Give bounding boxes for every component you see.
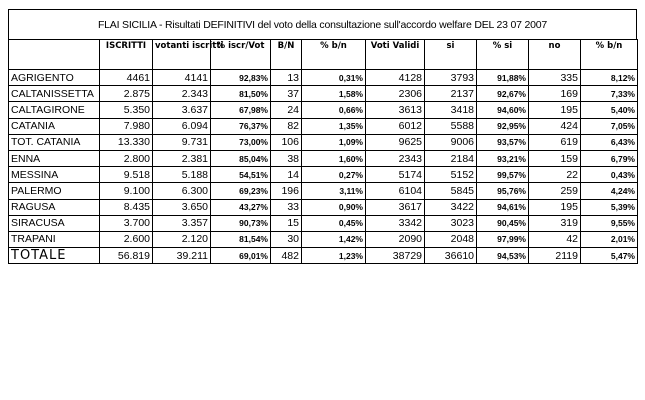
table-row xyxy=(9,118,638,134)
results-table xyxy=(8,39,638,264)
table-cell: 76,37% xyxy=(211,118,271,134)
table-row xyxy=(9,150,638,166)
table-cell: 92,95% xyxy=(477,118,529,134)
table-cell: 2184 xyxy=(425,150,477,166)
table-cell: 169 xyxy=(529,86,581,102)
table-cell: 99,57% xyxy=(477,167,529,183)
table-cell: 67,98% xyxy=(211,102,271,118)
table-cell: 97,99% xyxy=(477,231,529,247)
table-row xyxy=(9,102,638,118)
table-cell: 196 xyxy=(271,183,302,199)
table-cell: 94,61% xyxy=(477,199,529,215)
row-label: ENNA xyxy=(9,150,100,166)
table-row xyxy=(9,231,638,247)
table-cell: 2.343 xyxy=(153,86,211,102)
table-cell: 0,45% xyxy=(302,215,366,231)
table-cell: 4128 xyxy=(366,70,425,86)
table-cell: 0,43% xyxy=(581,167,638,183)
column-header: votanti iscritti xyxy=(153,40,211,70)
table-cell: 92,83% xyxy=(211,70,271,86)
table-cell: 1,42% xyxy=(302,231,366,247)
table-cell: 0,31% xyxy=(302,70,366,86)
column-header: si xyxy=(425,40,477,70)
table-cell: 3,11% xyxy=(302,183,366,199)
table-cell: 2.600 xyxy=(100,231,153,247)
table-cell: 2.800 xyxy=(100,150,153,166)
table-cell: 3.357 xyxy=(153,215,211,231)
table-cell: 92,67% xyxy=(477,86,529,102)
table-cell: 319 xyxy=(529,215,581,231)
table-cell: 93,21% xyxy=(477,150,529,166)
table-cell: 90,73% xyxy=(211,215,271,231)
table-cell: 7,33% xyxy=(581,86,638,102)
table-cell: 5588 xyxy=(425,118,477,134)
table-cell: 43,27% xyxy=(211,199,271,215)
table-cell: 1,58% xyxy=(302,86,366,102)
table-cell: 6.300 xyxy=(153,183,211,199)
table-cell: 24 xyxy=(271,102,302,118)
column-header: % b/n xyxy=(302,40,366,70)
table-cell: 2048 xyxy=(425,231,477,247)
table-cell: 4461 xyxy=(100,70,153,86)
table-row xyxy=(9,215,638,231)
table-cell: 5174 xyxy=(366,167,425,183)
column-header: B/N xyxy=(271,40,302,70)
table-cell: 3613 xyxy=(366,102,425,118)
table-row xyxy=(9,183,638,199)
table-cell: 6012 xyxy=(366,118,425,134)
table-cell: 33 xyxy=(271,199,302,215)
table-cell: 3617 xyxy=(366,199,425,215)
table-cell: 9.518 xyxy=(100,167,153,183)
table-cell: 9625 xyxy=(366,134,425,150)
table-cell: 3793 xyxy=(425,70,477,86)
table-cell: 36610 xyxy=(425,248,477,264)
column-header: Voti Validi xyxy=(366,40,425,70)
table-cell: 22 xyxy=(529,167,581,183)
table-cell: 335 xyxy=(529,70,581,86)
table-cell: 9,55% xyxy=(581,215,638,231)
table-cell: 5,39% xyxy=(581,199,638,215)
table-cell: 69,23% xyxy=(211,183,271,199)
table-cell: 3023 xyxy=(425,215,477,231)
table-cell: 9.100 xyxy=(100,183,153,199)
column-header: % iscr/Vot xyxy=(211,40,271,70)
table-cell: 2090 xyxy=(366,231,425,247)
table-cell: 1,35% xyxy=(302,118,366,134)
table-cell: 13.330 xyxy=(100,134,153,150)
row-label: SIRACUSA xyxy=(9,215,100,231)
table-cell: 82 xyxy=(271,118,302,134)
row-label: PALERMO xyxy=(9,183,100,199)
table-cell: 424 xyxy=(529,118,581,134)
table-cell: 8,12% xyxy=(581,70,638,86)
table-cell: 2.875 xyxy=(100,86,153,102)
table-cell: 81,50% xyxy=(211,86,271,102)
table-cell: 56.819 xyxy=(100,248,153,264)
table-cell: 2.120 xyxy=(153,231,211,247)
table-cell: 5.350 xyxy=(100,102,153,118)
table-cell: 195 xyxy=(529,102,581,118)
table-cell: 69,01% xyxy=(211,248,271,264)
table-cell: 8.435 xyxy=(100,199,153,215)
table-row xyxy=(9,199,638,215)
table-cell: 30 xyxy=(271,231,302,247)
table-cell: 6,43% xyxy=(581,134,638,150)
table-cell: 14 xyxy=(271,167,302,183)
table-cell: 0,66% xyxy=(302,102,366,118)
table-cell: 91,88% xyxy=(477,70,529,86)
table-cell: 9006 xyxy=(425,134,477,150)
table-cell: 2343 xyxy=(366,150,425,166)
row-label: CATANIA xyxy=(9,118,100,134)
table-cell: 5845 xyxy=(425,183,477,199)
table-cell: 5,47% xyxy=(581,248,638,264)
table-cell: 1,23% xyxy=(302,248,366,264)
header-row xyxy=(9,40,638,70)
table-cell: 2306 xyxy=(366,86,425,102)
table-cell: 3.700 xyxy=(100,215,153,231)
table-cell: 73,00% xyxy=(211,134,271,150)
table-cell: 94,53% xyxy=(477,248,529,264)
table-cell: 3.637 xyxy=(153,102,211,118)
table-cell: 2.381 xyxy=(153,150,211,166)
table-cell: 13 xyxy=(271,70,302,86)
table-row xyxy=(9,86,638,102)
table-cell: 0,90% xyxy=(302,199,366,215)
table-cell: 2137 xyxy=(425,86,477,102)
column-header xyxy=(9,40,100,70)
table-cell: 38729 xyxy=(366,248,425,264)
table-cell: 5152 xyxy=(425,167,477,183)
table-cell: 0,27% xyxy=(302,167,366,183)
column-header: % b/n xyxy=(581,40,638,70)
table-row xyxy=(9,134,638,150)
table-cell: 106 xyxy=(271,134,302,150)
table-cell: 3.650 xyxy=(153,199,211,215)
table-cell: 6104 xyxy=(366,183,425,199)
row-label: CALTAGIRONE xyxy=(9,102,100,118)
table-cell: 3418 xyxy=(425,102,477,118)
row-label: RAGUSA xyxy=(9,199,100,215)
table-cell: 81,54% xyxy=(211,231,271,247)
table-row xyxy=(9,167,638,183)
table-cell: 7.980 xyxy=(100,118,153,134)
row-label: TRAPANI xyxy=(9,231,100,247)
row-label: TOT. CATANIA xyxy=(9,134,100,150)
row-label: CALTANISSETTA xyxy=(9,86,100,102)
table-cell: 619 xyxy=(529,134,581,150)
table-cell: 3342 xyxy=(366,215,425,231)
table-cell: 54,51% xyxy=(211,167,271,183)
table-cell: 2119 xyxy=(529,248,581,264)
table-cell: 85,04% xyxy=(211,150,271,166)
table-cell: 5.188 xyxy=(153,167,211,183)
table-cell: 94,60% xyxy=(477,102,529,118)
table-cell: 1,09% xyxy=(302,134,366,150)
column-header: ISCRITTI xyxy=(100,40,153,70)
table-cell: 42 xyxy=(529,231,581,247)
results-sheet xyxy=(8,9,637,264)
row-label: TOTALE xyxy=(9,248,100,264)
table-cell: 3422 xyxy=(425,199,477,215)
table-cell: 5,40% xyxy=(581,102,638,118)
table-cell: 1,60% xyxy=(302,150,366,166)
table-cell: 195 xyxy=(529,199,581,215)
table-cell: 159 xyxy=(529,150,581,166)
row-label: AGRIGENTO xyxy=(9,70,100,86)
table-cell: 2,01% xyxy=(581,231,638,247)
column-header: no xyxy=(529,40,581,70)
table-cell: 259 xyxy=(529,183,581,199)
column-header: % si xyxy=(477,40,529,70)
table-cell: 95,76% xyxy=(477,183,529,199)
table-row xyxy=(9,70,638,86)
table-cell: 4,24% xyxy=(581,183,638,199)
table-cell: 4141 xyxy=(153,70,211,86)
table-cell: 37 xyxy=(271,86,302,102)
table-cell: 38 xyxy=(271,150,302,166)
table-cell: 90,45% xyxy=(477,215,529,231)
table-cell: 39.211 xyxy=(153,248,211,264)
table-cell: 15 xyxy=(271,215,302,231)
table-cell: 9.731 xyxy=(153,134,211,150)
table-cell: 482 xyxy=(271,248,302,264)
table-cell: 7,05% xyxy=(581,118,638,134)
table-body xyxy=(9,70,638,264)
row-label: MESSINA xyxy=(9,167,100,183)
table-cell: 93,57% xyxy=(477,134,529,150)
table-cell: 6.094 xyxy=(153,118,211,134)
table-cell: 6,79% xyxy=(581,150,638,166)
document-title: FLAI SICILIA - Risultati DEFINITIVI del voto della consultazione sull'accordo welfare DEL 23 07 2007 xyxy=(8,9,637,39)
table-row xyxy=(9,248,638,264)
